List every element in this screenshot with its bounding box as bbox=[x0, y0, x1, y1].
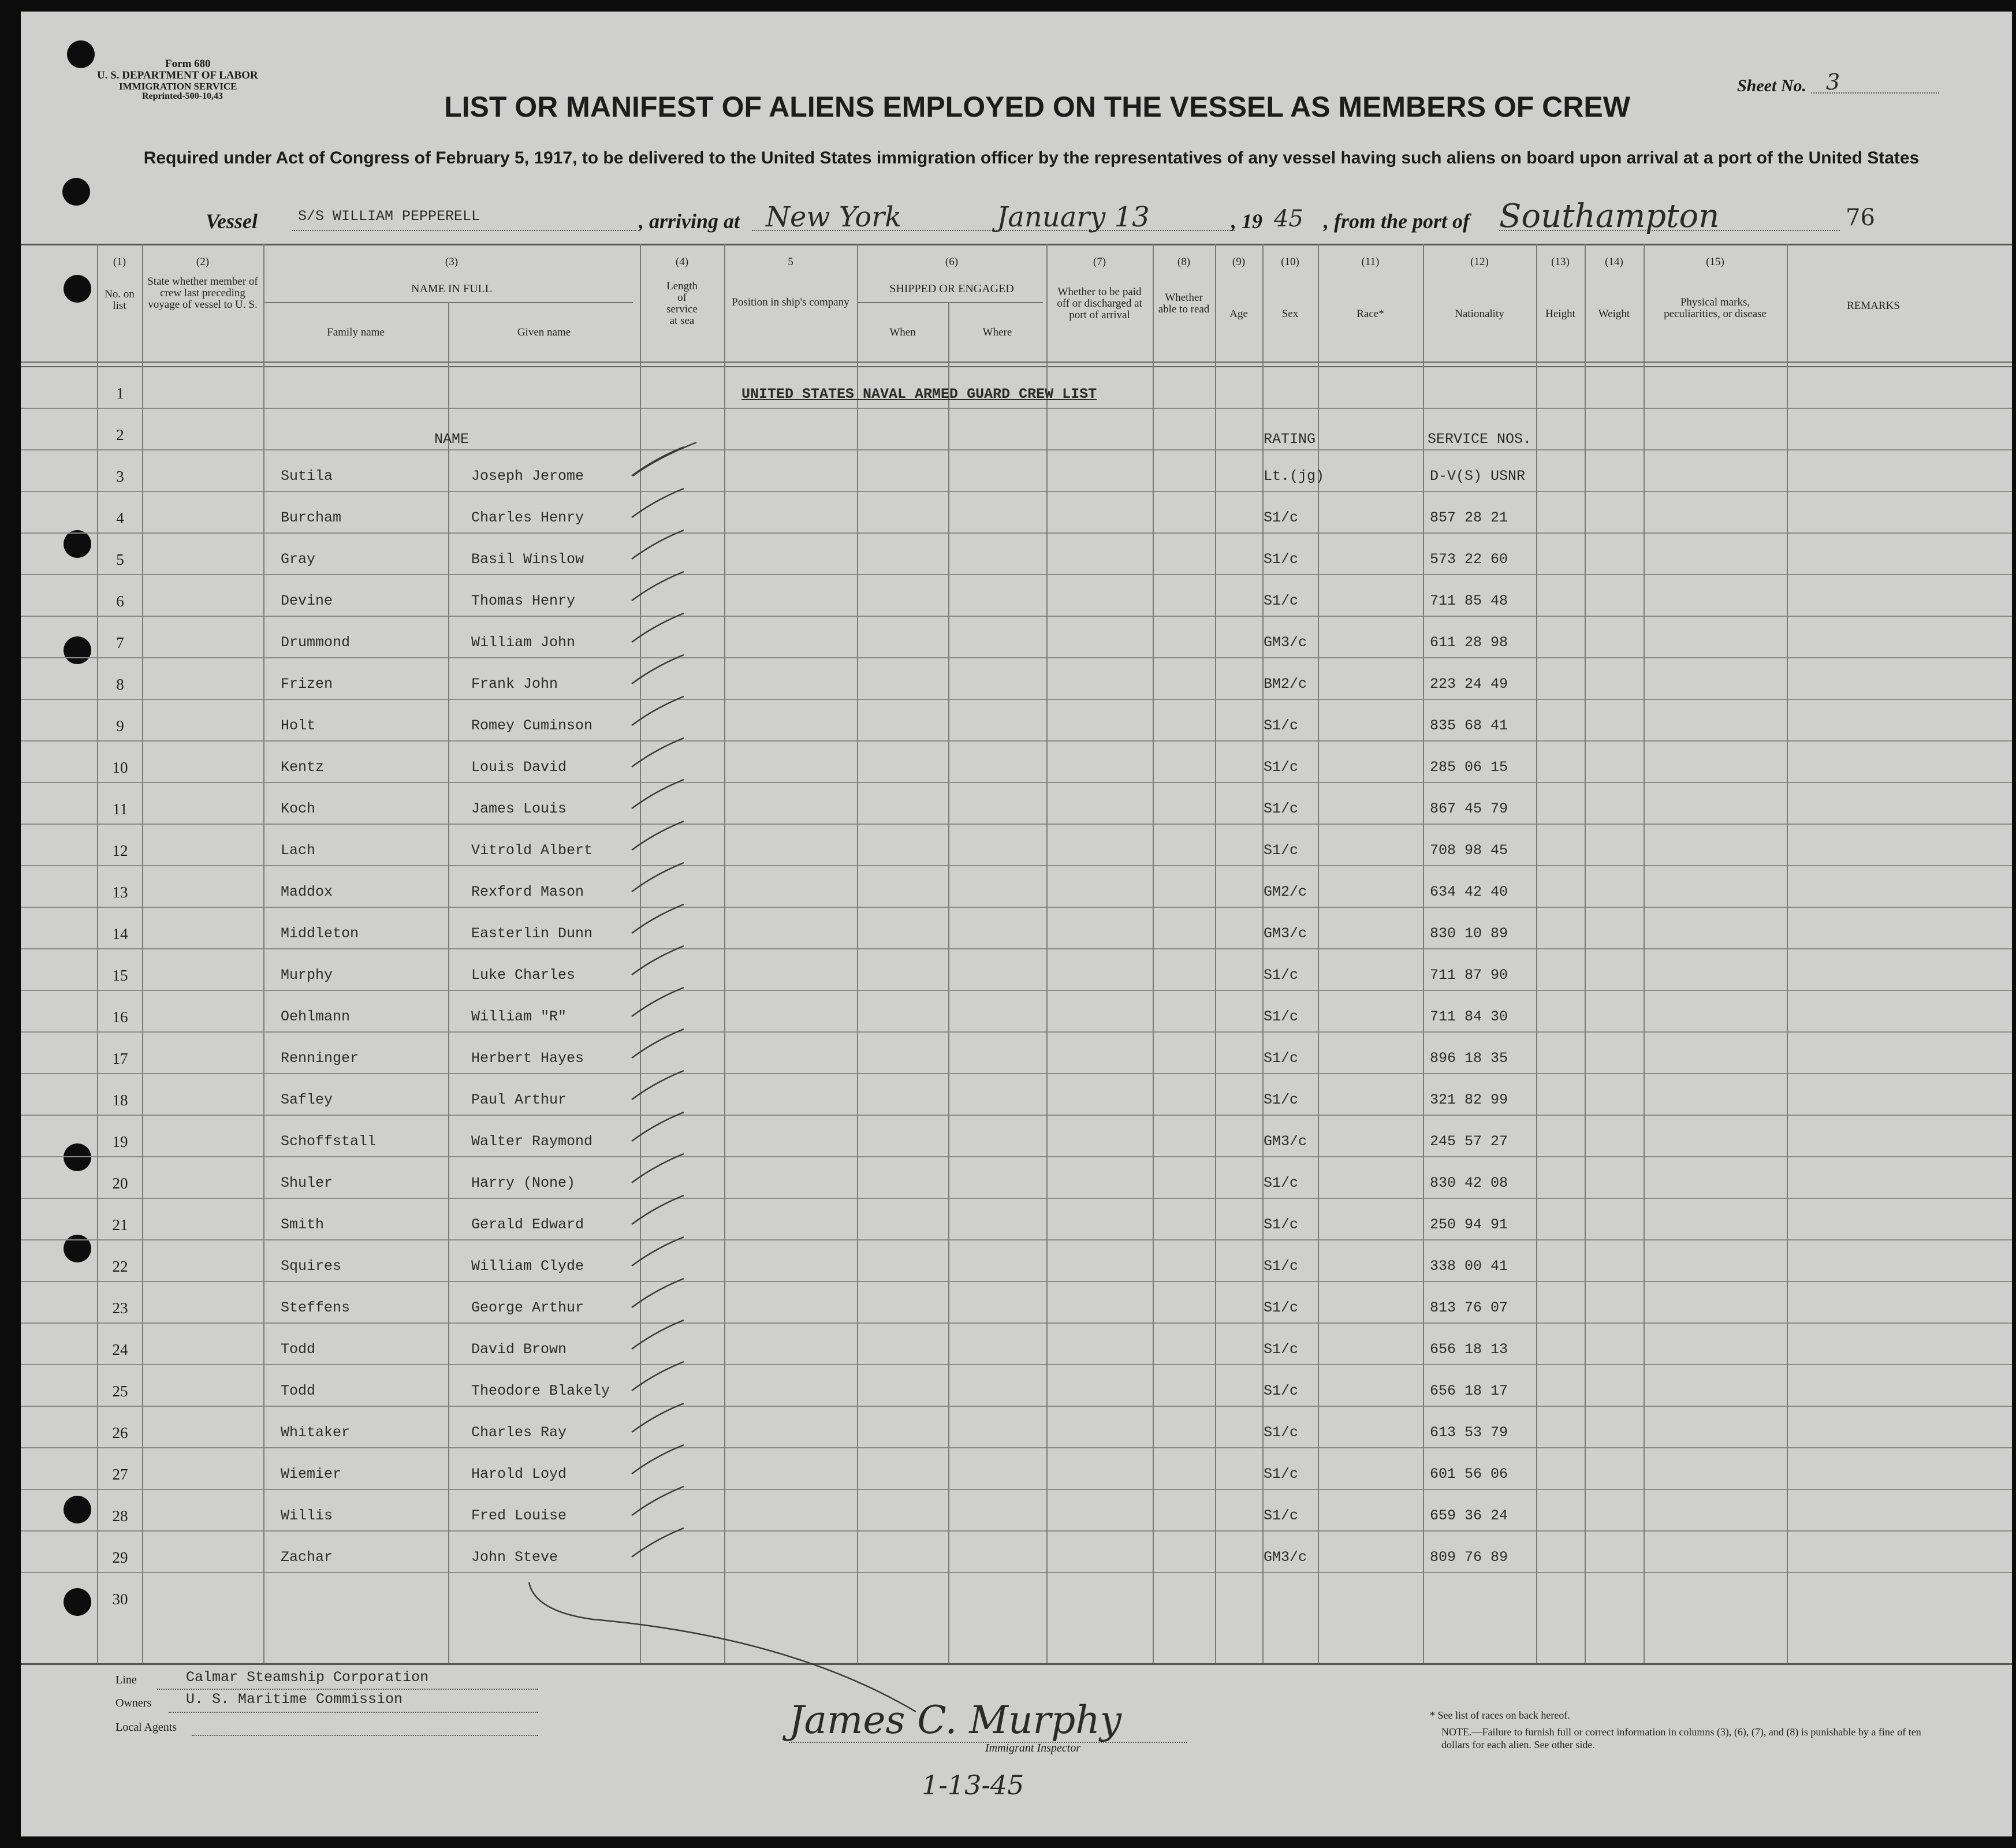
given-name: Luke Charles bbox=[471, 967, 576, 983]
row-rule bbox=[21, 1364, 2012, 1365]
vessel-name: S/S WILLIAM PEPPERELL bbox=[298, 208, 480, 225]
manifest-sheet bbox=[21, 12, 2012, 1836]
col10-header: Sex bbox=[1281, 308, 1299, 320]
given-name: Charles Henry bbox=[471, 509, 584, 526]
service-number: 634 42 40 bbox=[1430, 884, 1508, 900]
row-rule bbox=[21, 616, 2012, 617]
service-number: 223 24 49 bbox=[1430, 676, 1508, 692]
row-number: 16 bbox=[112, 1008, 128, 1026]
owners-label: Owners bbox=[115, 1697, 152, 1709]
row-rule bbox=[21, 408, 2012, 409]
given-name: William Clyde bbox=[471, 1258, 584, 1275]
given-name: George Arthur bbox=[471, 1299, 584, 1316]
arrival-year: 45 bbox=[1274, 206, 1303, 232]
punch-hole bbox=[62, 178, 90, 206]
col1-number: (1) bbox=[113, 256, 126, 268]
row-rule bbox=[21, 740, 2012, 742]
service-number: D-V(S) USNR bbox=[1430, 468, 1526, 485]
col6-number: (6) bbox=[945, 256, 959, 268]
row-rule bbox=[21, 532, 2012, 534]
form-title: LIST OR MANIFEST OF ALIENS EMPLOYED ON THE VESSEL AS MEMBERS OF CREW bbox=[444, 91, 1630, 123]
family-name: Holt bbox=[281, 717, 316, 734]
row-rule bbox=[21, 1322, 2012, 1324]
col6-header: SHIPPED OR ENGAGED bbox=[889, 282, 1014, 295]
voyage-number: 76 bbox=[1846, 204, 1875, 231]
family-name: Middleton bbox=[281, 925, 359, 942]
family-name: Zachar bbox=[281, 1549, 333, 1566]
given-name: Harry (None) bbox=[471, 1175, 576, 1191]
col3-header: NAME IN FULL bbox=[411, 282, 492, 295]
row-number: 15 bbox=[112, 967, 128, 984]
given-name: Herbert Hayes bbox=[471, 1050, 584, 1067]
row-number: 21 bbox=[112, 1216, 128, 1234]
col13-header: Height bbox=[1545, 308, 1575, 320]
row-number: 8 bbox=[116, 676, 124, 693]
row-rule bbox=[21, 699, 2012, 700]
row-number: 19 bbox=[112, 1133, 128, 1150]
given-name: John Steve bbox=[471, 1549, 558, 1566]
col14-header: Weight bbox=[1598, 308, 1630, 320]
arriving-port: New York bbox=[766, 201, 902, 233]
row-number: 25 bbox=[112, 1383, 128, 1400]
col3-number: (3) bbox=[445, 256, 459, 268]
check-mark bbox=[633, 442, 696, 476]
row-rule bbox=[21, 1530, 2012, 1532]
given-name: Basil Winslow bbox=[471, 551, 584, 568]
inspector-label: Immigrant Inspector bbox=[985, 1742, 1080, 1754]
remarks-header: REMARKS bbox=[1847, 300, 1900, 312]
row-rule bbox=[21, 1031, 2012, 1033]
col-rule bbox=[1262, 244, 1264, 1663]
col-rule bbox=[948, 302, 949, 1663]
rating: BM2/c bbox=[1264, 676, 1307, 692]
col-rule bbox=[1644, 244, 1645, 1663]
row-number: 22 bbox=[112, 1258, 128, 1275]
row-number: 30 bbox=[112, 1590, 128, 1608]
row-rule bbox=[21, 1239, 2012, 1240]
row-rule bbox=[21, 657, 2012, 658]
line-value: Calmar Steamship Corporation bbox=[186, 1669, 429, 1686]
family-name: Renninger bbox=[281, 1050, 359, 1067]
rating: S1/c bbox=[1264, 759, 1299, 776]
row-number: 12 bbox=[112, 842, 128, 859]
service-number: 896 18 35 bbox=[1430, 1050, 1508, 1067]
rating: S1/c bbox=[1264, 1341, 1299, 1358]
given-name: Vitrold Albert bbox=[471, 842, 593, 859]
table-top-rule bbox=[21, 244, 2012, 245]
row-rule bbox=[21, 574, 2012, 575]
arrival-date: January 13 bbox=[997, 201, 1150, 233]
service-number: 711 87 90 bbox=[1430, 967, 1508, 983]
given-name: James Louis bbox=[471, 800, 567, 817]
col-rule bbox=[857, 244, 858, 1663]
rating: GM3/c bbox=[1264, 925, 1307, 942]
line-label: Line bbox=[115, 1674, 137, 1686]
col-rule bbox=[1318, 244, 1319, 1663]
given-name: William John bbox=[471, 634, 576, 651]
row-rule bbox=[21, 990, 2012, 991]
punch-hole bbox=[64, 1588, 91, 1616]
rating: S1/c bbox=[1264, 551, 1299, 568]
col-rule bbox=[97, 244, 98, 1663]
row-number: 10 bbox=[112, 759, 128, 776]
row-rule bbox=[21, 1572, 2012, 1573]
col10-number: (10) bbox=[1281, 256, 1299, 268]
given-name: Louis David bbox=[471, 759, 567, 776]
service-number: 338 00 41 bbox=[1430, 1258, 1508, 1275]
row-number: 28 bbox=[112, 1507, 128, 1525]
col7-number: (7) bbox=[1093, 256, 1106, 268]
col8-number: (8) bbox=[1177, 256, 1191, 268]
rating: S1/c bbox=[1264, 1091, 1299, 1108]
row-number: 11 bbox=[113, 800, 128, 818]
row-number: 2 bbox=[116, 426, 124, 444]
col-rule bbox=[448, 302, 449, 1663]
col15-number: (15) bbox=[1706, 256, 1724, 268]
vessel-label: Vessel bbox=[206, 210, 258, 233]
row-rule bbox=[21, 449, 2012, 450]
given-name: Theodore Blakely bbox=[471, 1383, 610, 1399]
row-rule bbox=[21, 865, 2012, 866]
service-number: 250 94 91 bbox=[1430, 1216, 1508, 1233]
given-name: Walter Raymond bbox=[471, 1133, 593, 1150]
service-number: 656 18 13 bbox=[1430, 1341, 1508, 1358]
punch-hole bbox=[64, 530, 91, 558]
col-rule bbox=[1585, 244, 1586, 1663]
family-name: Schoffstall bbox=[281, 1133, 377, 1150]
sheet-number: 3 bbox=[1826, 69, 1840, 95]
family-name: Maddox bbox=[281, 884, 333, 900]
col4-header: Length of service at sea bbox=[666, 280, 698, 327]
row-rule bbox=[21, 1115, 2012, 1116]
row-rule bbox=[21, 907, 2012, 908]
service-number: 830 10 89 bbox=[1430, 925, 1508, 942]
form-service: IMMIGRATION SERVICE bbox=[119, 81, 237, 92]
given-name: David Brown bbox=[471, 1341, 567, 1358]
form-id: Form 680 bbox=[165, 58, 211, 70]
service-number: 711 84 30 bbox=[1430, 1008, 1508, 1025]
col-rule bbox=[1215, 244, 1216, 1663]
punch-hole bbox=[64, 636, 91, 664]
vessel-line bbox=[292, 230, 636, 231]
rating: GM3/c bbox=[1264, 1133, 1307, 1150]
service-number: 867 45 79 bbox=[1430, 800, 1508, 817]
row-number: 20 bbox=[112, 1175, 128, 1192]
col-rule bbox=[263, 244, 264, 1663]
row-number: 17 bbox=[112, 1050, 128, 1067]
col14-number: (14) bbox=[1605, 256, 1623, 268]
row-number: 26 bbox=[112, 1424, 128, 1441]
service-number: 285 06 15 bbox=[1430, 759, 1508, 776]
family-name: Koch bbox=[281, 800, 316, 817]
rating: S1/c bbox=[1264, 1050, 1299, 1067]
service-number: 708 98 45 bbox=[1430, 842, 1508, 859]
rating: S1/c bbox=[1264, 1258, 1299, 1275]
inspector-signature: James C. Murphy bbox=[789, 1698, 1122, 1742]
row-number: 27 bbox=[112, 1466, 128, 1483]
row-rule bbox=[21, 1447, 2012, 1448]
service-number: 601 56 06 bbox=[1430, 1466, 1508, 1482]
rating: S1/c bbox=[1264, 1383, 1299, 1399]
service-number: 835 68 41 bbox=[1430, 717, 1508, 734]
rating-heading: RATING bbox=[1264, 431, 1316, 448]
row-rule bbox=[21, 491, 2012, 492]
header-bottom-rule bbox=[21, 362, 2012, 363]
family-name: Oehlmann bbox=[281, 1008, 351, 1025]
shipped-header-rule bbox=[857, 302, 1043, 303]
rating: GM3/c bbox=[1264, 1549, 1307, 1566]
form-reprint: Reprinted-500-10,43 bbox=[142, 91, 223, 101]
given-name: Romey Cuminson bbox=[471, 717, 593, 734]
list-heading: UNITED STATES NAVAL ARMED GUARD CREW LIST bbox=[741, 386, 1097, 403]
header-bottom-rule bbox=[21, 366, 2012, 367]
table-bottom-rule bbox=[21, 1663, 2012, 1665]
line-field-rule bbox=[157, 1689, 538, 1690]
col6a-header: When bbox=[889, 326, 916, 338]
col3a-header: Family name bbox=[327, 326, 385, 338]
family-name: Wiemier bbox=[281, 1466, 342, 1482]
row-number: 9 bbox=[116, 717, 124, 735]
given-name: Harold Loyd bbox=[471, 1466, 567, 1482]
rating: S1/c bbox=[1264, 1466, 1299, 1482]
rating: S1/c bbox=[1264, 1008, 1299, 1025]
col-rule bbox=[724, 244, 725, 1663]
rating: S1/c bbox=[1264, 967, 1299, 983]
family-name: Todd bbox=[281, 1383, 316, 1399]
col6b-header: Where bbox=[982, 326, 1012, 338]
col-rule bbox=[1787, 244, 1788, 1663]
row-number: 4 bbox=[116, 509, 124, 527]
col7-header: Whether to be paid off or discharged at port of arrival bbox=[1057, 286, 1142, 321]
family-name: Lach bbox=[281, 842, 316, 859]
name-heading: NAME bbox=[434, 431, 469, 448]
row-number: 3 bbox=[116, 468, 124, 485]
punch-hole bbox=[64, 275, 91, 303]
col11-number: (11) bbox=[1361, 256, 1380, 268]
row-number: 29 bbox=[112, 1549, 128, 1566]
family-name: Whitaker bbox=[281, 1424, 351, 1441]
row-number: 18 bbox=[112, 1091, 128, 1109]
punch-hole bbox=[67, 40, 95, 68]
service-number: 656 18 17 bbox=[1430, 1383, 1508, 1399]
row-rule bbox=[21, 1406, 2012, 1407]
owners-field-rule bbox=[169, 1712, 538, 1713]
service-number: 611 28 98 bbox=[1430, 634, 1508, 651]
col-rule bbox=[1536, 244, 1537, 1663]
agents-field-rule bbox=[192, 1735, 538, 1736]
col3b-header: Given name bbox=[517, 326, 571, 338]
family-name: Burcham bbox=[281, 509, 342, 526]
col2-number: (2) bbox=[196, 256, 210, 268]
punch-hole bbox=[64, 1143, 91, 1171]
service-number: 613 53 79 bbox=[1430, 1424, 1508, 1441]
punch-hole bbox=[64, 1496, 91, 1523]
from-label: , from the port of bbox=[1324, 210, 1470, 233]
rating: GM2/c bbox=[1264, 884, 1307, 900]
service-number: 659 36 24 bbox=[1430, 1507, 1508, 1524]
col2-header: State whether member of crew last preceding voyage of vessel to U. S. bbox=[147, 275, 258, 311]
given-name: Rexford Mason bbox=[471, 884, 584, 900]
family-name: Frizen bbox=[281, 676, 333, 692]
col-rule bbox=[142, 244, 143, 1663]
family-name: Squires bbox=[281, 1258, 342, 1275]
sheet-label: Sheet No. bbox=[1737, 76, 1806, 95]
col12-number: (12) bbox=[1470, 256, 1489, 268]
rating: GM3/c bbox=[1264, 634, 1307, 651]
given-name: William "R" bbox=[471, 1008, 567, 1025]
given-name: Joseph Jerome bbox=[471, 468, 584, 485]
rating: S1/c bbox=[1264, 509, 1299, 526]
row-rule bbox=[21, 1489, 2012, 1490]
family-name: Gray bbox=[281, 551, 316, 568]
row-rule bbox=[21, 782, 2012, 783]
row-number: 6 bbox=[116, 593, 124, 610]
row-number: 14 bbox=[112, 925, 128, 942]
row-number: 1 bbox=[116, 385, 124, 402]
rating: S1/c bbox=[1264, 1424, 1299, 1441]
service-number: 813 76 07 bbox=[1430, 1299, 1508, 1316]
family-name: Willis bbox=[281, 1507, 333, 1524]
row-rule bbox=[21, 1156, 2012, 1157]
col13-number: (13) bbox=[1551, 256, 1570, 268]
col12-header: Nationality bbox=[1455, 308, 1504, 320]
col-rule bbox=[1153, 244, 1154, 1663]
signature-date: 1-13-45 bbox=[922, 1769, 1024, 1801]
penalty-note: NOTE.—Failure to furnish full or correct information in columns (3), (6), (7), and (8) is punishable by a fine of ten dollars for each alien. See other side. bbox=[1441, 1726, 1921, 1750]
row-rule bbox=[21, 948, 2012, 949]
family-name: Steffens bbox=[281, 1299, 351, 1316]
col1-header: No. on list bbox=[105, 288, 135, 312]
form-subtitle: Required under Act of Congress of February 5, 1917, to be delivered to the United States immigration officer by the representatives of any vessel having such aliens on board upon arrival at a port of the United States bbox=[143, 148, 1920, 167]
service-number: 809 76 89 bbox=[1430, 1549, 1508, 1566]
col5-number: 5 bbox=[788, 256, 793, 268]
given-name: Easterlin Dunn bbox=[471, 925, 593, 942]
col-rule bbox=[1046, 244, 1048, 1663]
service-number: 321 82 99 bbox=[1430, 1091, 1508, 1108]
service-number: 573 22 60 bbox=[1430, 551, 1508, 568]
col9-number: (9) bbox=[1232, 256, 1246, 268]
rating: Lt.(jg) bbox=[1264, 468, 1325, 485]
col4-number: (4) bbox=[675, 256, 689, 268]
form-dept: U. S. DEPARTMENT OF LABOR bbox=[97, 69, 258, 81]
family-name: Murphy bbox=[281, 967, 333, 983]
row-number: 7 bbox=[116, 634, 124, 651]
service-number: 857 28 21 bbox=[1430, 509, 1508, 526]
rating: S1/c bbox=[1264, 1175, 1299, 1191]
family-name: Kentz bbox=[281, 759, 325, 776]
col-rule bbox=[1423, 244, 1424, 1663]
service-number: 245 57 27 bbox=[1430, 1133, 1508, 1150]
family-name: Drummond bbox=[281, 634, 351, 651]
given-name: Fred Louise bbox=[471, 1507, 567, 1524]
row-number: 23 bbox=[112, 1299, 128, 1317]
rating: S1/c bbox=[1264, 842, 1299, 859]
rating: S1/c bbox=[1264, 717, 1299, 734]
rating: S1/c bbox=[1264, 1216, 1299, 1233]
family-name: Shuler bbox=[281, 1175, 333, 1191]
row-rule bbox=[21, 1073, 2012, 1074]
row-rule bbox=[21, 1281, 2012, 1282]
rating: S1/c bbox=[1264, 1507, 1299, 1524]
given-name: Frank John bbox=[471, 676, 558, 692]
col-rule bbox=[640, 244, 641, 1663]
col15-header: Physical marks, peculiarities, or disease bbox=[1664, 296, 1767, 320]
given-name: Thomas Henry bbox=[471, 593, 576, 609]
col11-header: Race* bbox=[1357, 308, 1384, 320]
row-number: 5 bbox=[116, 551, 124, 568]
given-name: Paul Arthur bbox=[471, 1091, 567, 1108]
family-name: Safley bbox=[281, 1091, 333, 1108]
rating: S1/c bbox=[1264, 593, 1299, 609]
service-heading: SERVICE NOS. bbox=[1428, 431, 1532, 448]
row-number: 13 bbox=[112, 884, 128, 901]
departure-port: Southampton bbox=[1499, 198, 1720, 235]
col5-header: Position in ship's company bbox=[732, 296, 849, 308]
row-rule bbox=[21, 824, 2012, 825]
rating: S1/c bbox=[1264, 1299, 1299, 1316]
row-rule bbox=[21, 1198, 2012, 1199]
col8-header: Whether able to read bbox=[1158, 292, 1210, 315]
arriving-label: , arriving at bbox=[639, 210, 740, 233]
col9-header: Age bbox=[1229, 308, 1248, 320]
family-name: Devine bbox=[281, 593, 333, 609]
owners-value: U. S. Maritime Commission bbox=[186, 1691, 403, 1708]
family-name: Smith bbox=[281, 1216, 325, 1233]
service-number: 711 85 48 bbox=[1430, 593, 1508, 609]
row-number: 24 bbox=[112, 1341, 128, 1358]
rating: S1/c bbox=[1264, 800, 1299, 817]
year-prefix: , 19 bbox=[1231, 210, 1262, 233]
agents-label: Local Agents bbox=[115, 1721, 177, 1734]
races-note: * See list of races on back hereof. bbox=[1430, 1709, 1570, 1721]
given-name: Gerald Edward bbox=[471, 1216, 584, 1233]
given-name: Charles Ray bbox=[471, 1424, 567, 1441]
family-name: Todd bbox=[281, 1341, 316, 1358]
family-name: Sutila bbox=[281, 468, 333, 485]
service-number: 830 42 08 bbox=[1430, 1175, 1508, 1191]
